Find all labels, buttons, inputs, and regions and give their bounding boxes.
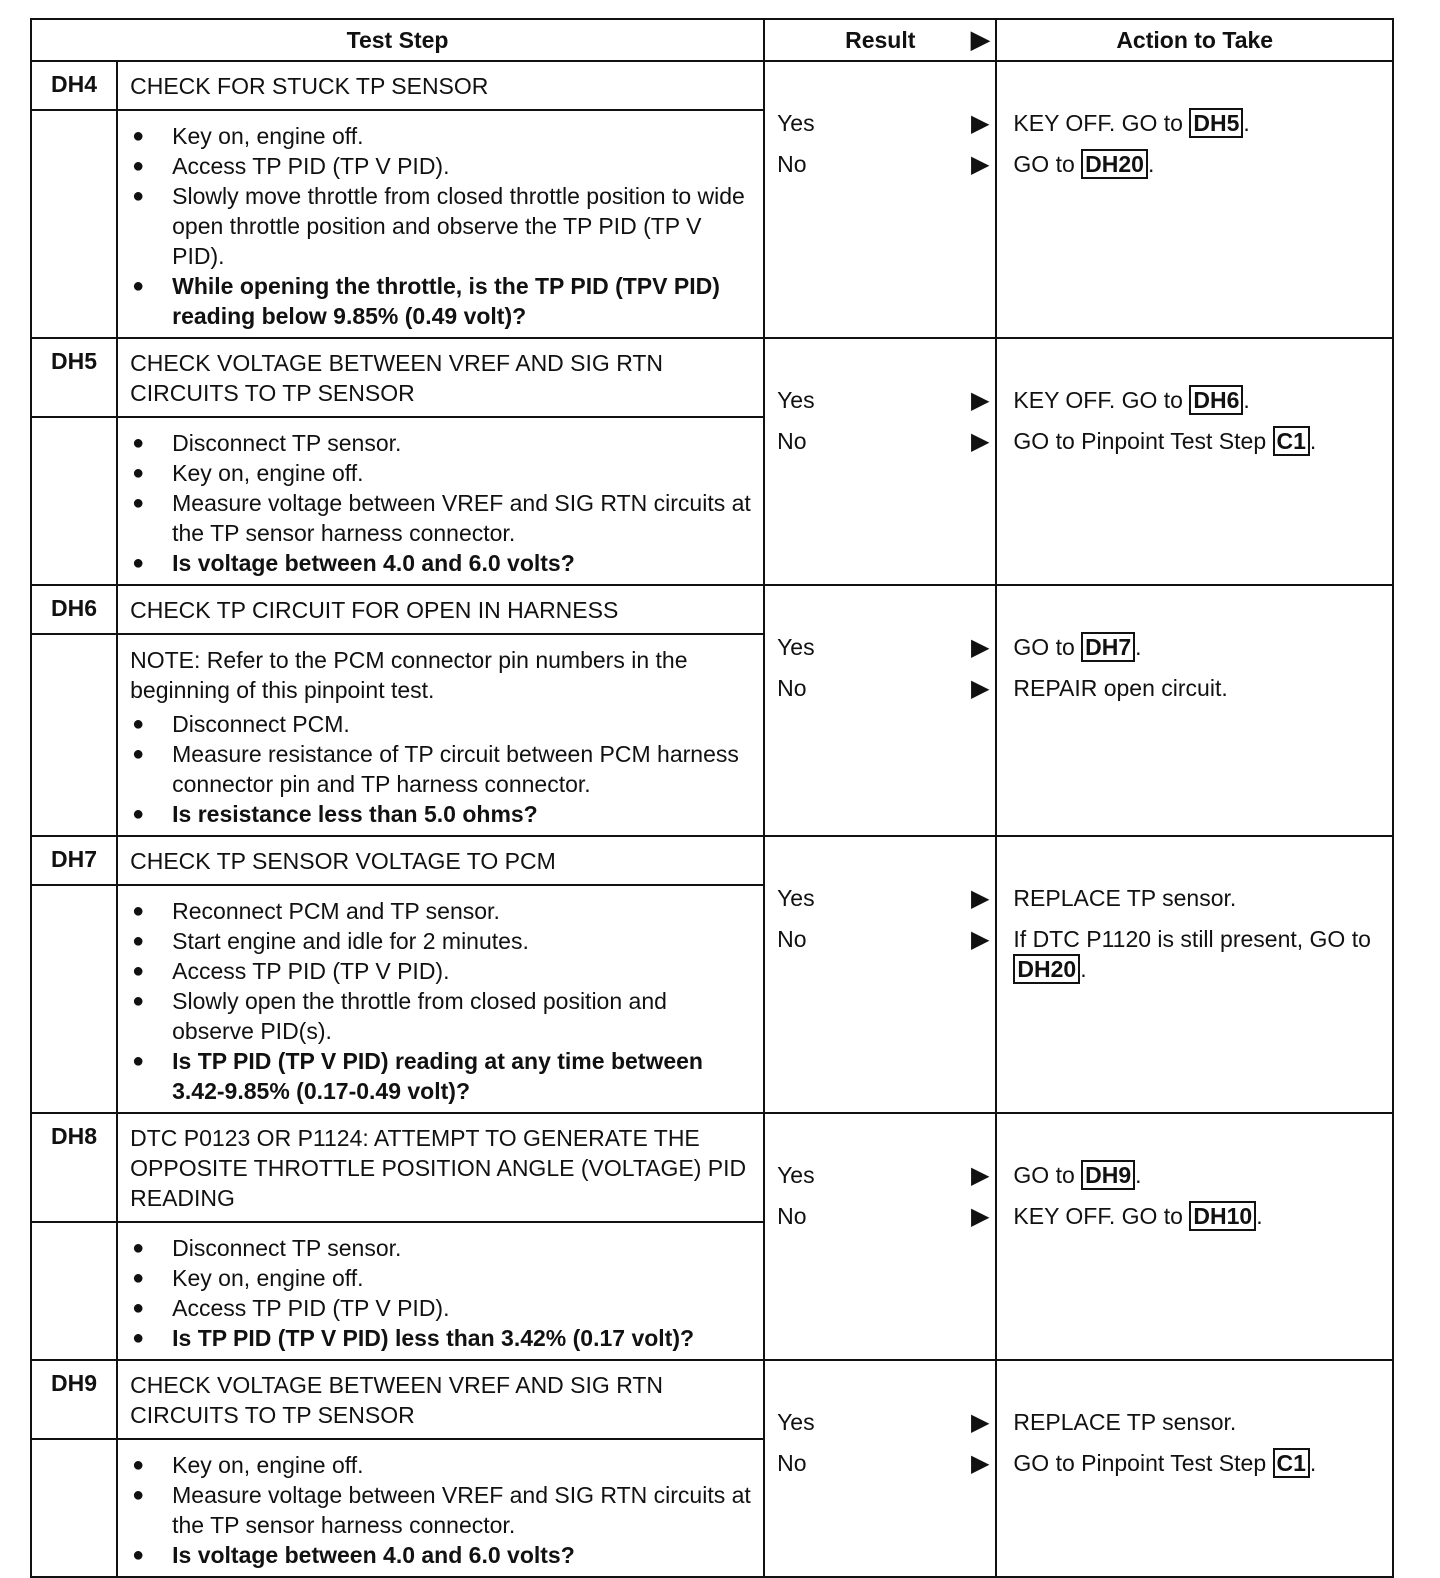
result-cell [764,836,996,1113]
result-line [765,1443,995,1484]
result-label: No [777,1203,807,1229]
arrow-right-icon: ▶ [970,151,990,178]
step-bullets [130,1450,751,1570]
action-text: REPAIR open circuit. [1013,675,1228,701]
action-suffix: . [1256,1203,1263,1229]
action-line [997,1443,1392,1484]
diagnostic-table-sheet [30,18,1394,1578]
result-label: Yes [777,634,815,660]
step-id: DH7 [31,836,117,885]
arrow-right-icon: ▶ [970,1203,990,1230]
result-cell [764,1360,996,1577]
step-id-spacer [31,417,117,585]
step-body [117,885,764,1113]
step-title-row [31,1113,1393,1222]
bullet-item: ● Slowly open the throttle from closed position and observe PID(s). [130,986,751,1046]
action-line [997,1155,1392,1196]
result-label: Yes [777,1409,815,1435]
result-line [765,380,995,421]
bullet-item: ● Key on, engine off. [130,1263,751,1293]
arrow-right-icon: ▶ [970,26,990,54]
step-bullets [130,1233,751,1353]
arrow-right-icon: ▶ [970,387,990,414]
step-question: ● Is TP PID (TP V PID) less than 3.42% (0.17 volt)? [130,1323,751,1353]
bullet-item: ● Access TP PID (TP V PID). [130,151,751,181]
step-title: DTC P0123 OR P1124: ATTEMPT TO GENERATE THE OPPOSITE THROTTLE POSITION ANGLE (VOLTAGE) PID READING [117,1113,764,1222]
step-body [117,417,764,585]
header-action: Action to Take [996,19,1393,61]
step-question: ● Is voltage between 4.0 and 6.0 volts? [130,548,751,578]
arrow-right-icon: ▶ [970,110,990,137]
step-body [117,634,764,836]
result-line [765,1155,995,1196]
step-bullets [130,709,751,829]
action-line [997,919,1392,990]
action-text: If DTC P1120 is still present, GO to [1013,926,1371,952]
step-title: CHECK TP SENSOR VOLTAGE TO PCM [117,836,764,885]
bullet-item: ● Key on, engine off. [130,1450,751,1480]
step-reference[interactable]: C1 [1273,1448,1310,1478]
bullet-item: ● Disconnect TP sensor. [130,428,751,458]
result-line [765,421,995,462]
step-question: ● Is voltage between 4.0 and 6.0 volts? [130,1540,751,1570]
bullet-item: ● Start engine and idle for 2 minutes. [130,926,751,956]
result-label: No [777,151,807,177]
arrow-right-icon: ▶ [970,428,990,455]
step-question: ● Is resistance less than 5.0 ohms? [130,799,751,829]
step-title: CHECK TP CIRCUIT FOR OPEN IN HARNESS [117,585,764,634]
bullet-item: ● Access TP PID (TP V PID). [130,956,751,986]
result-label: No [777,1450,807,1476]
step-reference[interactable]: DH5 [1189,108,1243,138]
result-line [765,668,995,709]
result-line [765,144,995,185]
header-row [31,19,1393,61]
result-line [765,1196,995,1237]
step-reference[interactable]: DH9 [1081,1160,1135,1190]
step-id: DH9 [31,1360,117,1439]
result-line [765,1402,995,1443]
result-cell [764,585,996,836]
step-id-spacer [31,1222,117,1360]
action-text: GO to [1013,1162,1082,1188]
action-line [997,668,1392,709]
action-text: REPLACE TP sensor. [1013,885,1237,911]
action-cell [996,338,1393,585]
result-line [765,919,995,960]
result-line [765,878,995,919]
step-reference[interactable]: DH20 [1081,149,1148,179]
step-bullets [130,896,751,1106]
bullet-item: ● Disconnect TP sensor. [130,1233,751,1263]
result-line [765,627,995,668]
bullet-item: ● Measure voltage between VREF and SIG RTN circuits at the TP sensor harness connector. [130,488,751,548]
step-title: CHECK VOLTAGE BETWEEN VREF AND SIG RTN CIRCUITS TO TP SENSOR [117,1360,764,1439]
action-suffix: . [1147,151,1155,177]
arrow-right-icon: ▶ [970,885,990,912]
action-cell [996,61,1393,338]
step-bullets [130,121,751,331]
arrow-right-icon: ▶ [970,634,990,661]
arrow-right-icon: ▶ [970,675,990,702]
action-text: KEY OFF. GO to [1013,387,1190,413]
step-bullets [130,428,751,578]
action-suffix: . [1309,1450,1317,1476]
step-question: ● While opening the throttle, is the TP PID (TPV PID) reading below 9.85% (0.49 volt)? [130,271,751,331]
step-title-row [31,1360,1393,1439]
step-id: DH4 [31,61,117,110]
steps-body [31,61,1393,1577]
step-title: CHECK FOR STUCK TP SENSOR [117,61,764,110]
step-id: DH6 [31,585,117,634]
bullet-item: ● Reconnect PCM and TP sensor. [130,896,751,926]
action-line [997,421,1392,462]
action-line [997,144,1392,185]
step-id: DH8 [31,1113,117,1222]
action-line [997,878,1392,919]
action-suffix: . [1243,387,1250,413]
action-line [997,1196,1392,1237]
bullet-item: ● Disconnect PCM. [130,709,751,739]
step-reference[interactable]: DH10 [1189,1201,1256,1231]
result-label: No [777,926,807,952]
bullet-item: ● Slowly move throttle from closed throttle position to wide open throttle position and observe the TP PID (TP V PID). [130,181,751,271]
result-label: No [777,675,807,701]
result-label: Yes [777,387,815,413]
action-suffix: . [1135,634,1142,660]
step-note: NOTE: Refer to the PCM connector pin numbers in the beginning of this pinpoint test. [130,647,688,703]
header-test-step: Test Step [31,19,764,61]
bullet-item: ● Key on, engine off. [130,458,751,488]
result-cell [764,61,996,338]
step-body [117,110,764,338]
action-suffix: . [1135,1162,1142,1188]
step-id-spacer [31,885,117,1113]
action-line [997,103,1392,144]
bullet-item: ● Measure resistance of TP circuit between PCM harness connector pin and TP harness connector. [130,739,751,799]
arrow-right-icon: ▶ [970,1450,990,1477]
action-text: REPLACE TP sensor. [1013,1409,1237,1435]
action-text: GO to [1013,151,1082,177]
action-text: GO to Pinpoint Test Step [1013,428,1273,454]
arrow-right-icon: ▶ [970,1409,990,1436]
step-body [117,1222,764,1360]
arrow-right-icon: ▶ [970,1162,990,1189]
action-cell [996,836,1393,1113]
action-suffix: . [1080,956,1087,982]
action-cell [996,1360,1393,1577]
action-text: KEY OFF. GO to [1013,110,1190,136]
step-reference[interactable]: DH7 [1081,632,1135,662]
step-title-row [31,836,1393,885]
step-reference[interactable]: DH6 [1189,385,1243,415]
action-line [997,1402,1392,1443]
result-label: Yes [777,885,815,911]
action-text: KEY OFF. GO to [1013,1203,1190,1229]
step-id-spacer [31,1439,117,1577]
step-reference[interactable]: C1 [1273,426,1310,456]
action-cell [996,1113,1393,1360]
step-title-row [31,585,1393,634]
bullet-item: ● Measure voltage between VREF and SIG RTN circuits at the TP sensor harness connector. [130,1480,751,1540]
action-text: GO to Pinpoint Test Step [1013,1450,1273,1476]
action-text: GO to [1013,634,1082,660]
step-id-spacer [31,110,117,338]
step-reference[interactable]: DH20 [1013,954,1080,984]
step-body [117,1439,764,1577]
step-title: CHECK VOLTAGE BETWEEN VREF AND SIG RTN CIRCUITS TO TP SENSOR [117,338,764,417]
action-line [997,627,1392,668]
step-question: ● Is TP PID (TP V PID) reading at any time between 3.42-9.85% (0.17-0.49 volt)? [130,1046,751,1106]
result-cell [764,338,996,585]
step-title-row [31,61,1393,110]
action-line [997,380,1392,421]
result-label: Yes [777,110,815,136]
result-line [765,103,995,144]
action-cell [996,585,1393,836]
result-cell [764,1113,996,1360]
header-result-label: Result [845,26,916,53]
arrow-right-icon: ▶ [970,926,990,953]
step-title-row [31,338,1393,417]
pinpoint-test-table [30,18,1394,1578]
step-id: DH5 [31,338,117,417]
action-suffix: . [1309,428,1317,454]
result-label: Yes [777,1162,815,1188]
action-suffix: . [1243,110,1250,136]
bullet-item: ● Access TP PID (TP V PID). [130,1293,751,1323]
step-id-spacer [31,634,117,836]
bullet-item: ● Key on, engine off. [130,121,751,151]
result-label: No [777,428,807,454]
header-result [764,19,996,61]
